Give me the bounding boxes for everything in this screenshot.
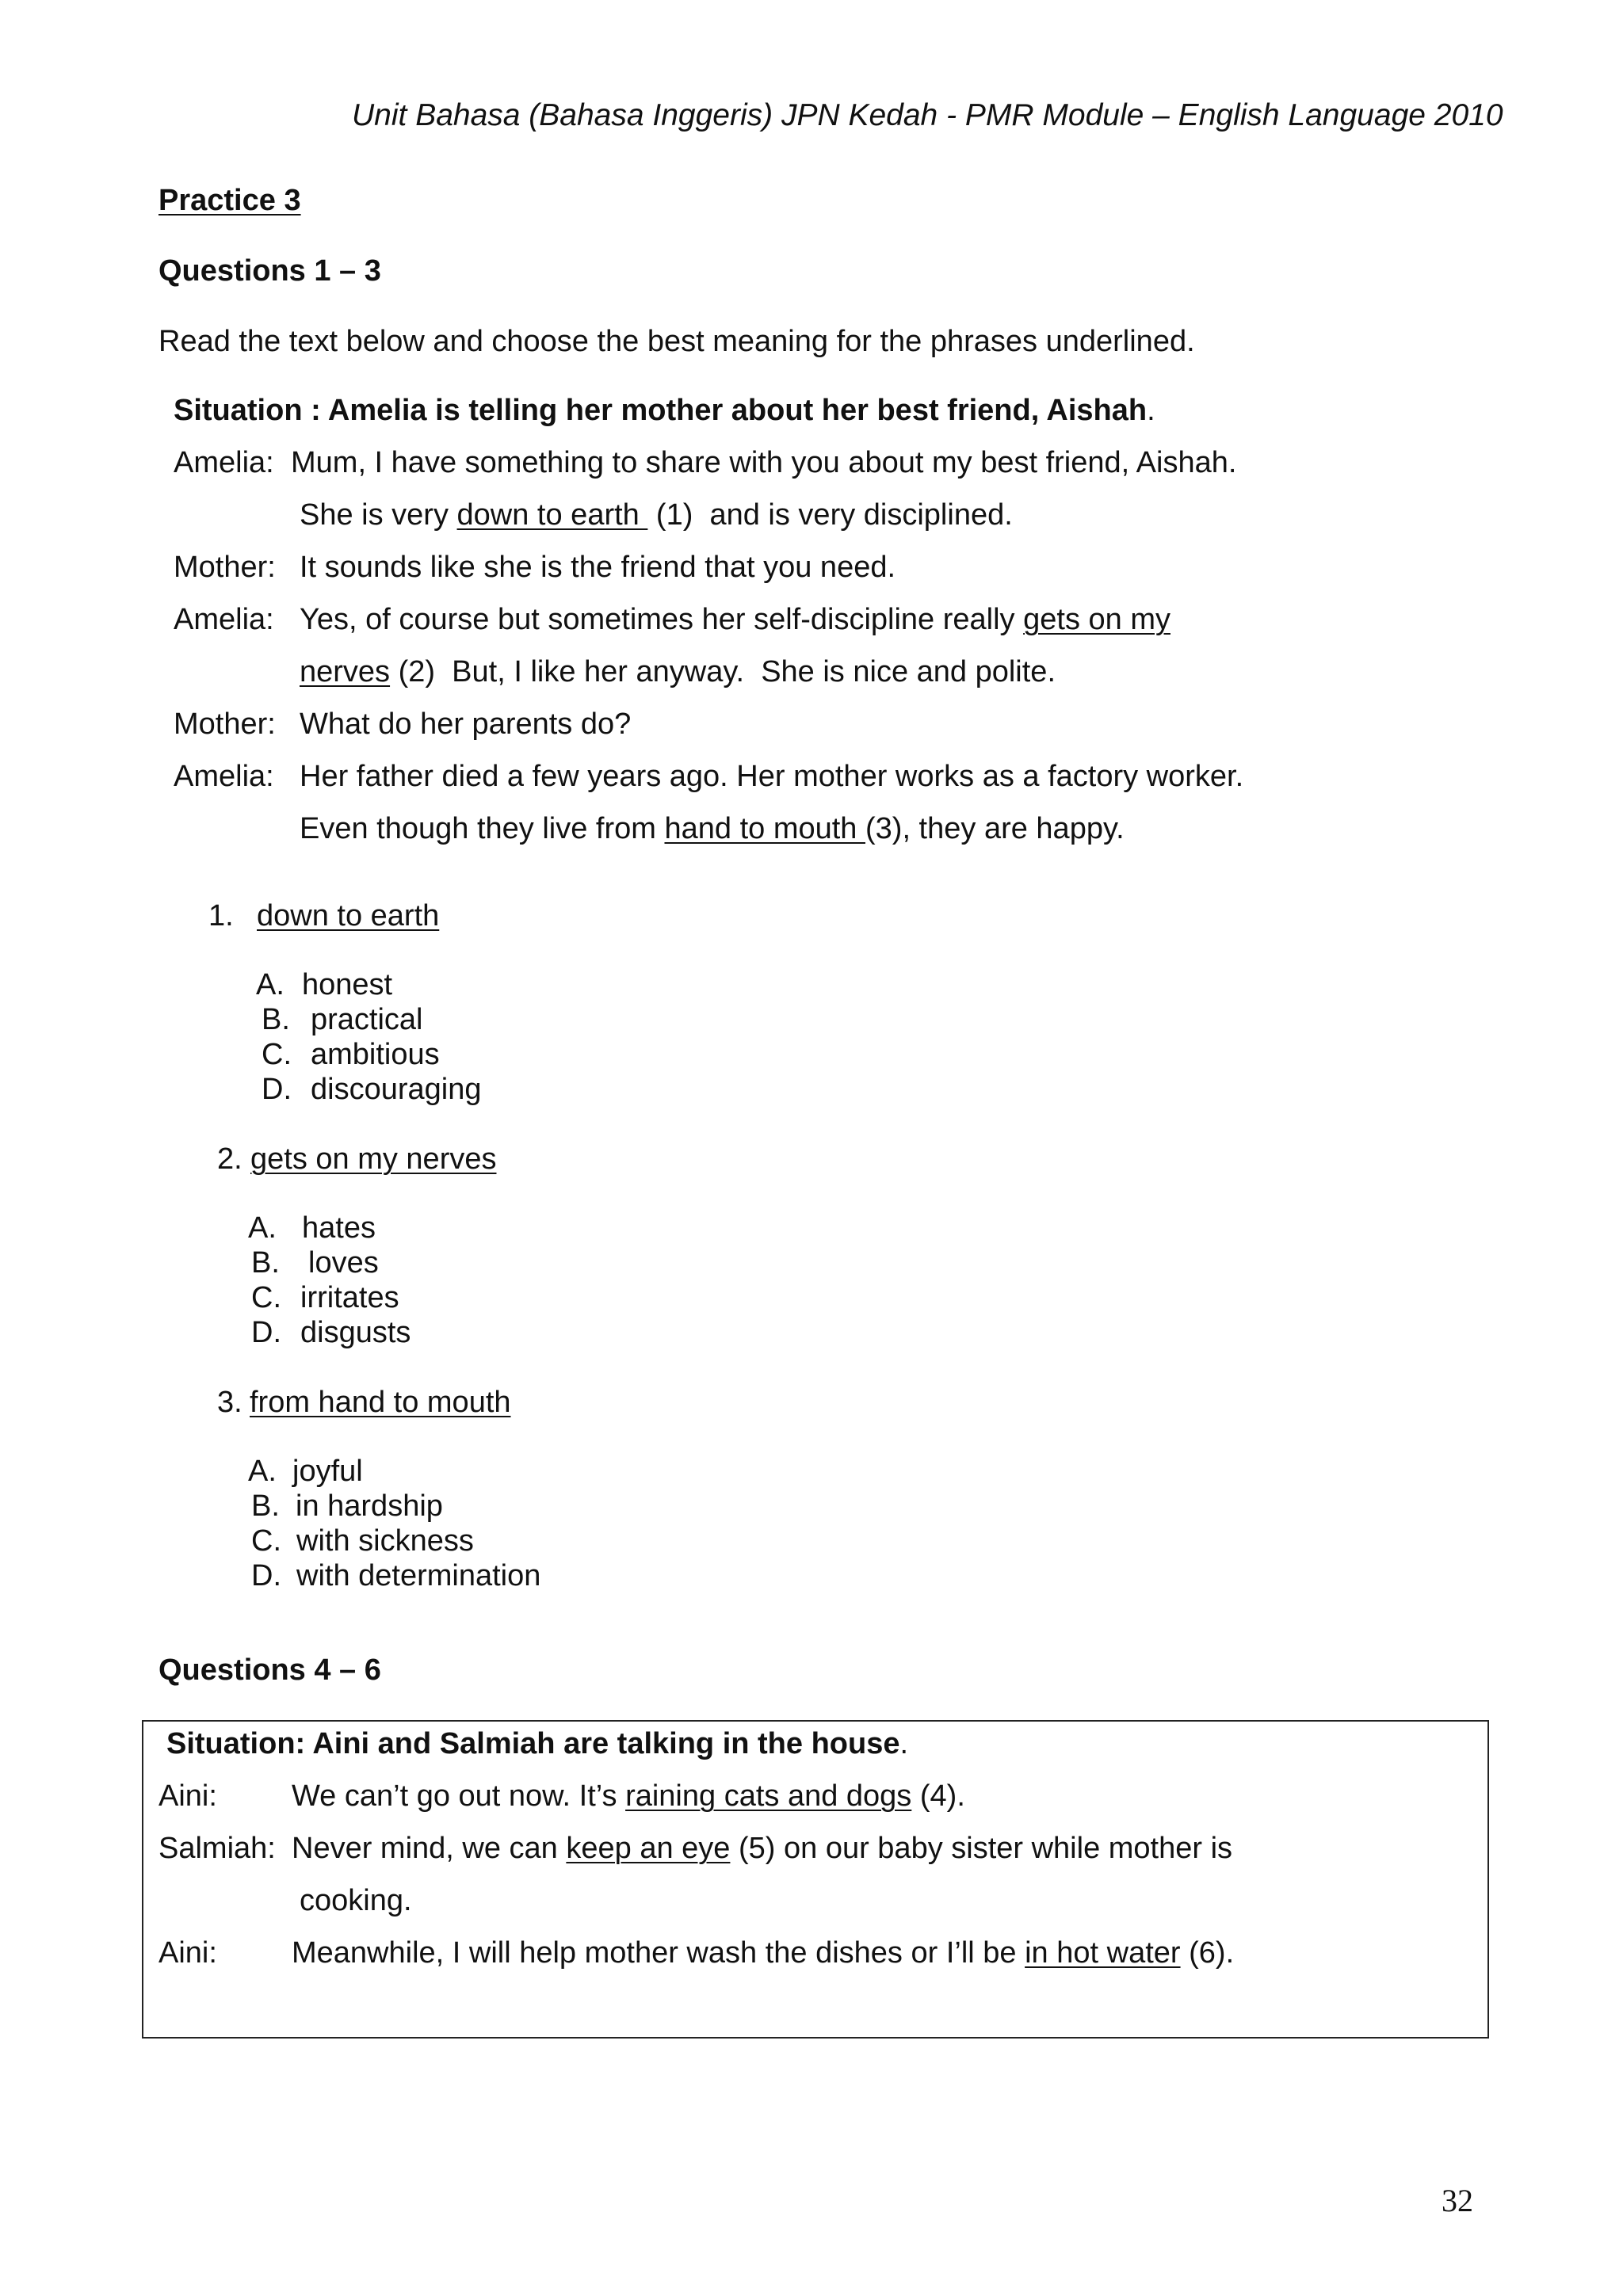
situation-2-end: . (899, 1727, 909, 1760)
option-letter: B. (251, 1246, 280, 1280)
instruction-text: Read the text below and choose the best meaning for the phrases underlined. (158, 325, 1195, 358)
page-header: Unit Bahasa (Bahasa Inggeris) JPN Kedah - PMR Module – English Language 2010 (352, 98, 1503, 132)
option-text: loves (308, 1246, 379, 1280)
underlined-phrase-2b: nerves (300, 655, 391, 688)
dialogue-line (300, 812, 1125, 846)
dialogue-line: Mum, I have something to share with you about my best friend, Aishah. (291, 446, 1237, 479)
page-number: 32 (1442, 2183, 1473, 2218)
underlined-phrase-4: raining cats and dogs (625, 1779, 912, 1813)
situation-1 (174, 394, 1155, 428)
dialogue-line (292, 1832, 1232, 1866)
option-letter: C. (251, 1281, 281, 1314)
dialogue-text: Meanwhile, I will help mother wash the dishes or I’ll be (292, 1936, 1025, 1970)
dialogue-text: (3), they are happy. (865, 812, 1125, 845)
dialogue-speaker: Mother: (174, 551, 276, 584)
option-text: with sickness (296, 1524, 474, 1558)
dialogue-text: Never mind, we can (292, 1832, 567, 1865)
option-letter: D. (251, 1559, 281, 1592)
dialogue-text: Even though they live from (300, 812, 665, 845)
dialogue-text: We can’t go out now. It’s (292, 1779, 626, 1813)
option-letter: A. (248, 1455, 277, 1488)
dialogue-line: What do her parents do? (300, 707, 632, 741)
dialogue-text: (4). (911, 1779, 965, 1813)
questions-1-3-heading: Questions 1 – 3 (158, 254, 381, 288)
question-1-number: 1. (208, 899, 234, 933)
underlined-phrase-6: in hot water (1025, 1936, 1181, 1970)
option-text: irritates (300, 1281, 399, 1314)
option-letter: D. (262, 1073, 292, 1106)
question-3-phrase: from hand to mouth (250, 1386, 511, 1419)
dialogue-text: She is very (300, 498, 457, 532)
dialogue-text: (5) on our baby sister while mother is (730, 1832, 1233, 1865)
questions-4-6-heading: Questions 4 – 6 (158, 1653, 381, 1687)
dialogue-line (292, 1936, 1234, 1970)
option-letter: A. (248, 1211, 277, 1245)
dialogue-speaker: Amelia: (174, 446, 274, 479)
underlined-phrase-2a: gets on my (1023, 603, 1170, 636)
practice-title: Practice 3 (158, 184, 301, 217)
option-text: disgusts (300, 1316, 411, 1349)
question-3-number: 3. (217, 1386, 242, 1419)
option-text: joyful (292, 1455, 363, 1488)
dialogue-text: (2) But, I like her anyway. She is nice and polite. (390, 655, 1056, 688)
dialogue-text: (1) and is very disciplined. (647, 498, 1013, 532)
dialogue-speaker: Amelia: (174, 760, 274, 793)
dialogue-line: It sounds like she is the friend that you need. (300, 551, 896, 584)
option-letter: C. (251, 1524, 281, 1558)
option-text: honest (302, 968, 393, 1001)
option-text: discouraging (311, 1073, 482, 1106)
underlined-phrase-5: keep an eye (566, 1832, 731, 1865)
underlined-phrase-3: hand to mouth (664, 812, 865, 845)
dialogue-line (300, 603, 1170, 637)
question-2-phrase: gets on my nerves (250, 1142, 497, 1176)
dialogue-line: Her father died a few years ago. Her mother works as a factory worker. (300, 760, 1244, 793)
option-letter: B. (251, 1489, 280, 1523)
situation-2 (166, 1727, 908, 1761)
option-text: with determination (296, 1559, 541, 1592)
option-letter: A. (256, 968, 285, 1001)
option-text: ambitious (311, 1038, 440, 1071)
dialogue-line (300, 498, 1013, 532)
option-text: hates (302, 1211, 376, 1245)
dialogue-text: Yes, of course but sometimes her self-discipline really (300, 603, 1024, 636)
dialogue-speaker: Aini: (158, 1936, 217, 1970)
situation-2-label: Situation: Aini and Salmiah are talking in the house (166, 1727, 900, 1760)
dialogue-text: (6). (1180, 1936, 1235, 1970)
underlined-phrase-1: down to earth (456, 498, 648, 532)
dialogue-line (300, 655, 1056, 689)
situation-2-box (142, 1720, 1489, 2039)
situation-1-end: . (1147, 394, 1155, 427)
dialogue-line: cooking. (300, 1884, 412, 1917)
option-letter: C. (262, 1038, 292, 1071)
dialogue-speaker: Aini: (158, 1779, 217, 1813)
option-text: in hardship (296, 1489, 443, 1523)
situation-1-label: Situation : Amelia is telling her mother about her best friend, Aishah (174, 394, 1148, 427)
question-2-number: 2. (217, 1142, 242, 1176)
option-letter: B. (262, 1003, 290, 1036)
dialogue-line (292, 1779, 965, 1814)
question-1-phrase: down to earth (257, 899, 440, 933)
dialogue-speaker: Amelia: (174, 603, 274, 636)
dialogue-speaker: Salmiah: (158, 1832, 276, 1865)
option-text: practical (311, 1003, 423, 1036)
dialogue-speaker: Mother: (174, 707, 276, 741)
option-letter: D. (251, 1316, 281, 1349)
